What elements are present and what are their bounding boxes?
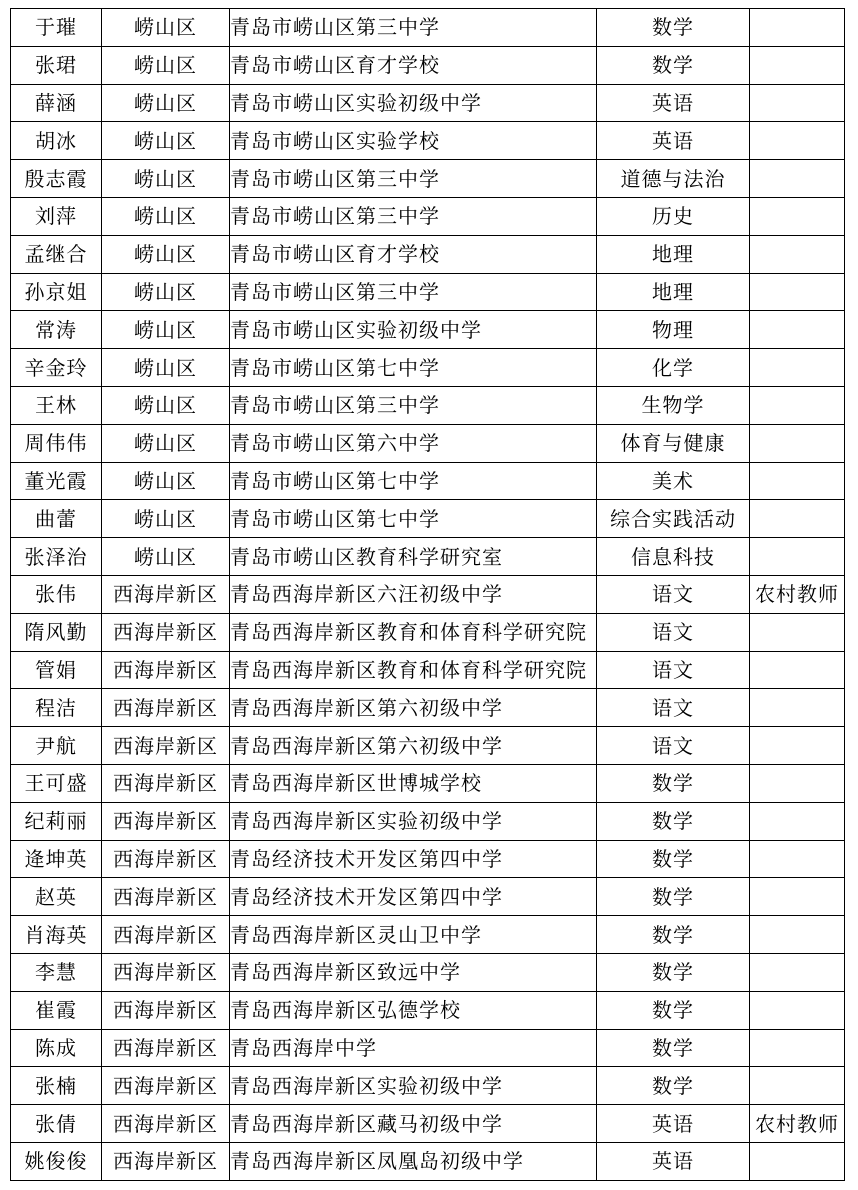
subject-cell: 体育与健康 [597, 424, 750, 462]
subject-cell: 数学 [597, 916, 750, 954]
table-row [11, 9, 845, 47]
teacher-name-cell: 张倩 [11, 1105, 102, 1143]
teacher-name-cell: 辛金玲 [11, 349, 102, 387]
note-cell [750, 197, 845, 235]
district-cell: 崂山区 [102, 9, 230, 47]
table-row [11, 462, 845, 500]
note-cell [750, 500, 845, 538]
district-cell: 崂山区 [102, 538, 230, 576]
teacher-name-cell: 李慧 [11, 953, 102, 991]
teacher-name-cell: 董光霞 [11, 462, 102, 500]
note-cell [750, 613, 845, 651]
teacher-name-cell: 崔霞 [11, 991, 102, 1029]
district-cell: 西海岸新区 [102, 689, 230, 727]
teacher-name-cell: 姚俊俊 [11, 1142, 102, 1180]
subject-cell: 美术 [597, 462, 750, 500]
note-cell [750, 235, 845, 273]
teacher-name-cell: 张泽治 [11, 538, 102, 576]
note-cell: 农村教师 [750, 575, 845, 613]
note-cell [750, 916, 845, 954]
school-cell: 青岛市崂山区第三中学 [230, 273, 597, 311]
table-row [11, 122, 845, 160]
teacher-name-cell: 胡冰 [11, 122, 102, 160]
table-row [11, 878, 845, 916]
note-cell [750, 802, 845, 840]
table-row [11, 538, 845, 576]
district-cell: 西海岸新区 [102, 916, 230, 954]
school-cell: 青岛西海岸新区世博城学校 [230, 764, 597, 802]
note-cell [750, 764, 845, 802]
note-cell [750, 1142, 845, 1180]
subject-cell: 数学 [597, 1029, 750, 1067]
school-cell: 青岛西海岸新区教育和体育科学研究院 [230, 613, 597, 651]
subject-cell: 英语 [597, 1142, 750, 1180]
subject-cell: 数学 [597, 764, 750, 802]
note-cell [750, 1029, 845, 1067]
teacher-name-cell: 刘萍 [11, 197, 102, 235]
teacher-name-cell: 赵英 [11, 878, 102, 916]
subject-cell: 数学 [597, 9, 750, 47]
table-row [11, 160, 845, 198]
school-cell: 青岛经济技术开发区第四中学 [230, 878, 597, 916]
school-cell: 青岛西海岸新区第六初级中学 [230, 689, 597, 727]
district-cell: 西海岸新区 [102, 953, 230, 991]
school-cell: 青岛市崂山区实验初级中学 [230, 311, 597, 349]
school-cell: 青岛西海岸新区致远中学 [230, 953, 597, 991]
school-cell: 青岛经济技术开发区第四中学 [230, 840, 597, 878]
teacher-name-cell: 殷志霞 [11, 160, 102, 198]
district-cell: 崂山区 [102, 462, 230, 500]
school-cell: 青岛市崂山区第六中学 [230, 424, 597, 462]
teacher-name-cell: 薛涵 [11, 84, 102, 122]
school-cell: 青岛市崂山区实验初级中学 [230, 84, 597, 122]
district-cell: 西海岸新区 [102, 575, 230, 613]
school-cell: 青岛西海岸新区教育和体育科学研究院 [230, 651, 597, 689]
table-row [11, 235, 845, 273]
teacher-name-cell: 管娟 [11, 651, 102, 689]
district-cell: 西海岸新区 [102, 651, 230, 689]
subject-cell: 英语 [597, 1105, 750, 1143]
teacher-name-cell: 陈成 [11, 1029, 102, 1067]
subject-cell: 数学 [597, 953, 750, 991]
school-cell: 青岛西海岸新区藏马初级中学 [230, 1105, 597, 1143]
school-cell: 青岛西海岸新区实验初级中学 [230, 1067, 597, 1105]
district-cell: 西海岸新区 [102, 764, 230, 802]
table-row [11, 916, 845, 954]
note-cell [750, 462, 845, 500]
district-cell: 西海岸新区 [102, 840, 230, 878]
school-cell: 青岛市崂山区第七中学 [230, 349, 597, 387]
note-cell [750, 953, 845, 991]
district-cell: 崂山区 [102, 46, 230, 84]
subject-cell: 英语 [597, 122, 750, 160]
table-row [11, 802, 845, 840]
note-cell: 农村教师 [750, 1105, 845, 1143]
subject-cell: 综合实践活动 [597, 500, 750, 538]
table-row [11, 689, 845, 727]
note-cell [750, 9, 845, 47]
district-cell: 西海岸新区 [102, 1067, 230, 1105]
subject-cell: 生物学 [597, 386, 750, 424]
table-row [11, 1067, 845, 1105]
note-cell [750, 689, 845, 727]
district-cell: 崂山区 [102, 84, 230, 122]
district-cell: 西海岸新区 [102, 878, 230, 916]
district-cell: 崂山区 [102, 500, 230, 538]
note-cell [750, 727, 845, 765]
note-cell [750, 1067, 845, 1105]
subject-cell: 数学 [597, 878, 750, 916]
teacher-name-cell: 孟继合 [11, 235, 102, 273]
table-row [11, 197, 845, 235]
school-cell: 青岛西海岸新区弘德学校 [230, 991, 597, 1029]
table-row [11, 613, 845, 651]
table-row [11, 575, 845, 613]
teacher-name-cell: 程洁 [11, 689, 102, 727]
district-cell: 西海岸新区 [102, 613, 230, 651]
school-cell: 青岛市崂山区第三中学 [230, 386, 597, 424]
subject-cell: 历史 [597, 197, 750, 235]
table-row [11, 311, 845, 349]
table-row [11, 991, 845, 1029]
table-row [11, 1105, 845, 1143]
table-row [11, 651, 845, 689]
school-cell: 青岛西海岸新区凤凰岛初级中学 [230, 1142, 597, 1180]
school-cell: 青岛西海岸中学 [230, 1029, 597, 1067]
note-cell [750, 311, 845, 349]
subject-cell: 化学 [597, 349, 750, 387]
subject-cell: 数学 [597, 1067, 750, 1105]
note-cell [750, 991, 845, 1029]
district-cell: 崂山区 [102, 311, 230, 349]
teacher-name-cell: 王可盛 [11, 764, 102, 802]
school-cell: 青岛西海岸新区六汪初级中学 [230, 575, 597, 613]
subject-cell: 数学 [597, 802, 750, 840]
note-cell [750, 878, 845, 916]
teacher-name-cell: 常涛 [11, 311, 102, 349]
school-cell: 青岛市崂山区教育科学研究室 [230, 538, 597, 576]
teacher-name-cell: 张楠 [11, 1067, 102, 1105]
district-cell: 崂山区 [102, 424, 230, 462]
district-cell: 崂山区 [102, 197, 230, 235]
table-row [11, 1029, 845, 1067]
note-cell [750, 349, 845, 387]
roster-body [11, 9, 845, 1181]
table-row [11, 273, 845, 311]
subject-cell: 道德与法治 [597, 160, 750, 198]
school-cell: 青岛市崂山区第三中学 [230, 9, 597, 47]
district-cell: 崂山区 [102, 349, 230, 387]
school-cell: 青岛市崂山区第三中学 [230, 197, 597, 235]
subject-cell: 数学 [597, 46, 750, 84]
subject-cell: 语文 [597, 689, 750, 727]
teacher-name-cell: 周伟伟 [11, 424, 102, 462]
table-row [11, 500, 845, 538]
note-cell [750, 386, 845, 424]
note-cell [750, 424, 845, 462]
subject-cell: 物理 [597, 311, 750, 349]
teacher-name-cell: 肖海英 [11, 916, 102, 954]
table-row [11, 1142, 845, 1180]
note-cell [750, 538, 845, 576]
district-cell: 崂山区 [102, 122, 230, 160]
subject-cell: 语文 [597, 727, 750, 765]
note-cell [750, 84, 845, 122]
subject-cell: 语文 [597, 651, 750, 689]
district-cell: 西海岸新区 [102, 727, 230, 765]
table-row [11, 46, 845, 84]
teacher-name-cell: 纪莉丽 [11, 802, 102, 840]
teacher-name-cell: 张伟 [11, 575, 102, 613]
district-cell: 崂山区 [102, 160, 230, 198]
table-row [11, 764, 845, 802]
subject-cell: 信息科技 [597, 538, 750, 576]
table-row [11, 727, 845, 765]
subject-cell: 数学 [597, 840, 750, 878]
teacher-name-cell: 曲蕾 [11, 500, 102, 538]
district-cell: 西海岸新区 [102, 1029, 230, 1067]
table-row [11, 953, 845, 991]
table-row [11, 840, 845, 878]
teacher-name-cell: 逄坤英 [11, 840, 102, 878]
school-cell: 青岛西海岸新区第六初级中学 [230, 727, 597, 765]
district-cell: 崂山区 [102, 386, 230, 424]
district-cell: 崂山区 [102, 273, 230, 311]
subject-cell: 语文 [597, 613, 750, 651]
district-cell: 崂山区 [102, 235, 230, 273]
teacher-roster-table [10, 8, 845, 1181]
district-cell: 西海岸新区 [102, 802, 230, 840]
table-row [11, 349, 845, 387]
school-cell: 青岛市崂山区育才学校 [230, 46, 597, 84]
teacher-name-cell: 尹航 [11, 727, 102, 765]
school-cell: 青岛西海岸新区灵山卫中学 [230, 916, 597, 954]
subject-cell: 语文 [597, 575, 750, 613]
school-cell: 青岛市崂山区实验学校 [230, 122, 597, 160]
subject-cell: 地理 [597, 235, 750, 273]
school-cell: 青岛市崂山区第七中学 [230, 462, 597, 500]
district-cell: 西海岸新区 [102, 991, 230, 1029]
table-row [11, 386, 845, 424]
teacher-name-cell: 张珺 [11, 46, 102, 84]
district-cell: 西海岸新区 [102, 1142, 230, 1180]
table-row [11, 84, 845, 122]
school-cell: 青岛市崂山区第三中学 [230, 160, 597, 198]
teacher-name-cell: 于璀 [11, 9, 102, 47]
district-cell: 西海岸新区 [102, 1105, 230, 1143]
note-cell [750, 46, 845, 84]
note-cell [750, 840, 845, 878]
teacher-name-cell: 王林 [11, 386, 102, 424]
note-cell [750, 122, 845, 160]
subject-cell: 地理 [597, 273, 750, 311]
note-cell [750, 651, 845, 689]
school-cell: 青岛市崂山区第七中学 [230, 500, 597, 538]
note-cell [750, 160, 845, 198]
note-cell [750, 273, 845, 311]
school-cell: 青岛西海岸新区实验初级中学 [230, 802, 597, 840]
subject-cell: 英语 [597, 84, 750, 122]
table-row [11, 424, 845, 462]
school-cell: 青岛市崂山区育才学校 [230, 235, 597, 273]
subject-cell: 数学 [597, 991, 750, 1029]
teacher-name-cell: 孙京姐 [11, 273, 102, 311]
teacher-name-cell: 隋风勤 [11, 613, 102, 651]
